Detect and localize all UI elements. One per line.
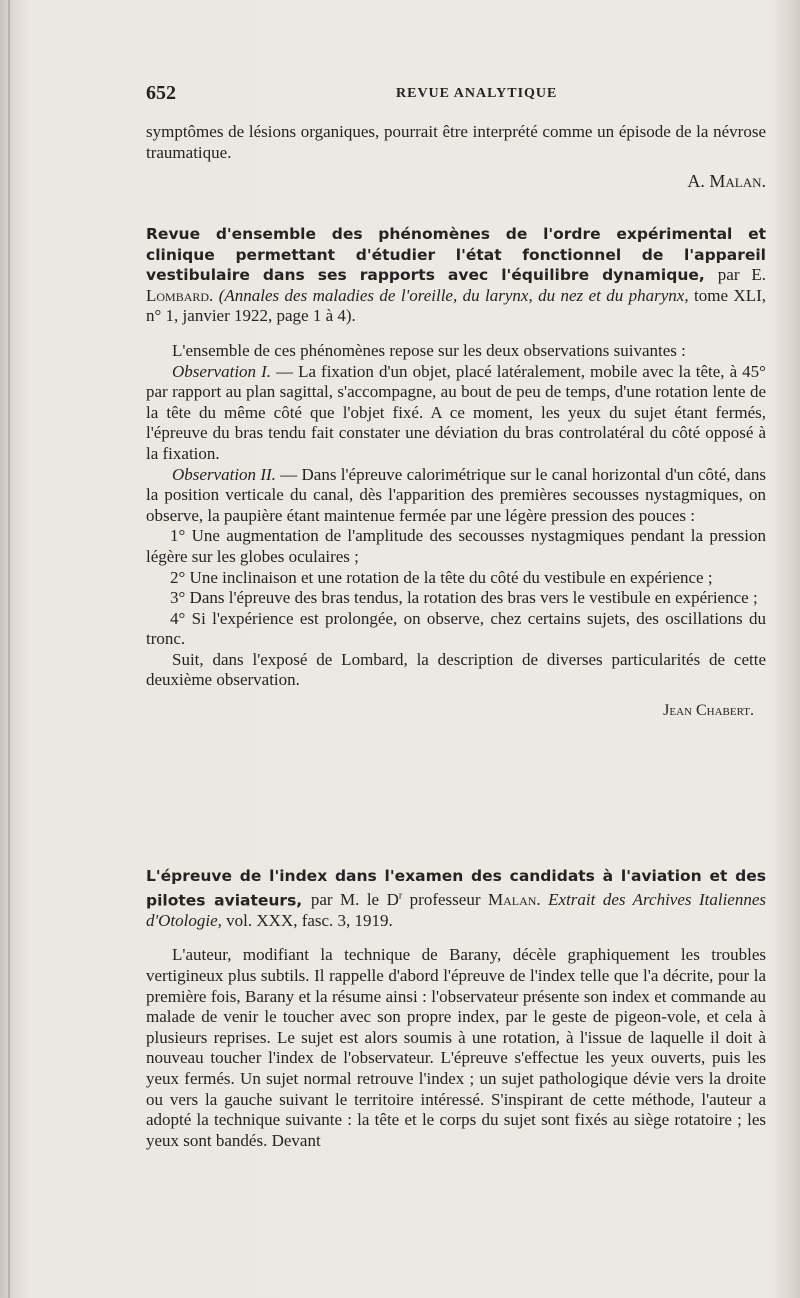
paragraph: symptômes de lésions organiques, pourrait être interprété comme un épisode de la névrose traumatique.	[146, 122, 766, 162]
author-name: Lombard.	[146, 285, 214, 305]
running-head: REVUE ANALYTIQUE	[396, 86, 558, 101]
list-item: 1° Une augmentation de l'amplitude des secousses nystagmiques pendant la pression légère sur les globes oculaires ;	[146, 526, 766, 566]
title-text: Revue d'ensemble des phénomènes de l'ordre expérimental et clinique permettant d'étudier l'état fonctionnel de l'appareil vestibulaire dans ses rapports avec l'équilibre dynamique,	[146, 225, 766, 285]
page-header	[146, 82, 766, 106]
signature: A. Malan.	[687, 171, 766, 192]
observation-2: Observation II. — Dans l'épreuve calorimétrique sur le canal horizontal d'un côté, dans la position verticale du canal, dès l'apparition des premières secousses nystagmiques, on observe, la paupière étant maintenue fermée par une légère pression des pouces :	[146, 464, 766, 525]
signature: Jean Chabert.	[663, 702, 754, 720]
citation: tome XLI, n° 1, janvier 1922, page 1 à 4).	[146, 285, 766, 326]
paragraph: Suit, dans l'exposé de Lombard, la description de diverses particularités de cette deuxième observation.	[146, 649, 766, 690]
observation-label: Observation II.	[172, 464, 276, 484]
binding-gutter	[8, 0, 10, 1298]
paragraph: L'ensemble de ces phénomènes repose sur les deux observations suivantes :	[172, 340, 686, 360]
paragraph: L'auteur, modifiant la technique de Barany, décèle graphiquement les troubles vertigineux plus subtils. Il rappelle d'abord l'épreuve de l'index telle que l'a décrite, pour la première fois, Barany et la résume ainsi : l'observateur présente son index et commande au malade de venir le toucher avec son propre index, par le geste de pigeon-vole, et cela à plusieurs reprises. Le sujet est alors soumis à une rotation, à l'issue de laquelle il doit à nouveau toucher l'index de l'observateur. L'épreuve s'effectue les yeux ouverts, puis les yeux fermés. Un sujet normal retrouve l'index ; un sujet pathologique dévie vers la droite ou vers la gauche suivant le territoire intéressé. S'inspirant de cette méthode, l'auteur a adopté la technique suivante : la tête et le corps du sujet sont fixés au siège rotatoire ; les yeux sont bandés. Devant	[146, 945, 766, 1150]
observation-1: Observation I. — La fixation d'un objet, placé latéralement, mobile avec la tête, à 45° par rapport au plan sagittal, s'accompagne, au bout de peu de temps, d'une rotation lente de la tête du même côté que l'objet fixé. A ce moment, les yeux du sujet étant fermés, l'épreuve du bras tendu fait constater une déviation du bras controlatéral du côté opposé à la fixation.	[146, 361, 766, 463]
page-number: 652	[146, 82, 176, 104]
title-text: L'épreuve de l'index dans l'examen des candidats à l'aviation et des pilotes aviateurs,	[146, 867, 766, 910]
review-lombard	[146, 224, 766, 722]
article-title	[146, 224, 766, 327]
citation: vol. XXX, fasc. 3, 1919.	[226, 910, 393, 930]
byline: par E. Lombard. (Annales des maladies de l'oreille, du larynx, du nez et du pharynx, tome XLI, n° 1, janvier 1922, page 1 à 4).	[146, 265, 766, 326]
source-name: Extrait des Archives Italiennes d'Otologie,	[146, 890, 767, 930]
review-malan-end	[146, 122, 766, 192]
review-index-test	[146, 866, 766, 1151]
article-title	[146, 866, 766, 931]
list-item: 4° Si l'expérience est prolongée, on observe, chez certains sujets, des oscillations du tronc.	[146, 608, 766, 649]
list-item: 2° Une inclinaison et une rotation de la tête du côté du vestibule en expérience ;	[170, 567, 713, 587]
observation-label: Observation I.	[172, 361, 271, 381]
byline: par M. le $D^r$ professeur Malan. Extrait des Archives Italiennes d'Otologie, vol. XXX, fasc. 3, 1919.	[146, 890, 767, 930]
list-item: 3° Dans l'épreuve des bras tendus, la rotation des bras vers le vestibule en expérience ;	[170, 588, 758, 608]
journal-name: (Annales des maladies de l'oreille, du larynx, du nez et du pharynx,	[218, 285, 689, 305]
author-name: Malan.	[487, 890, 541, 910]
